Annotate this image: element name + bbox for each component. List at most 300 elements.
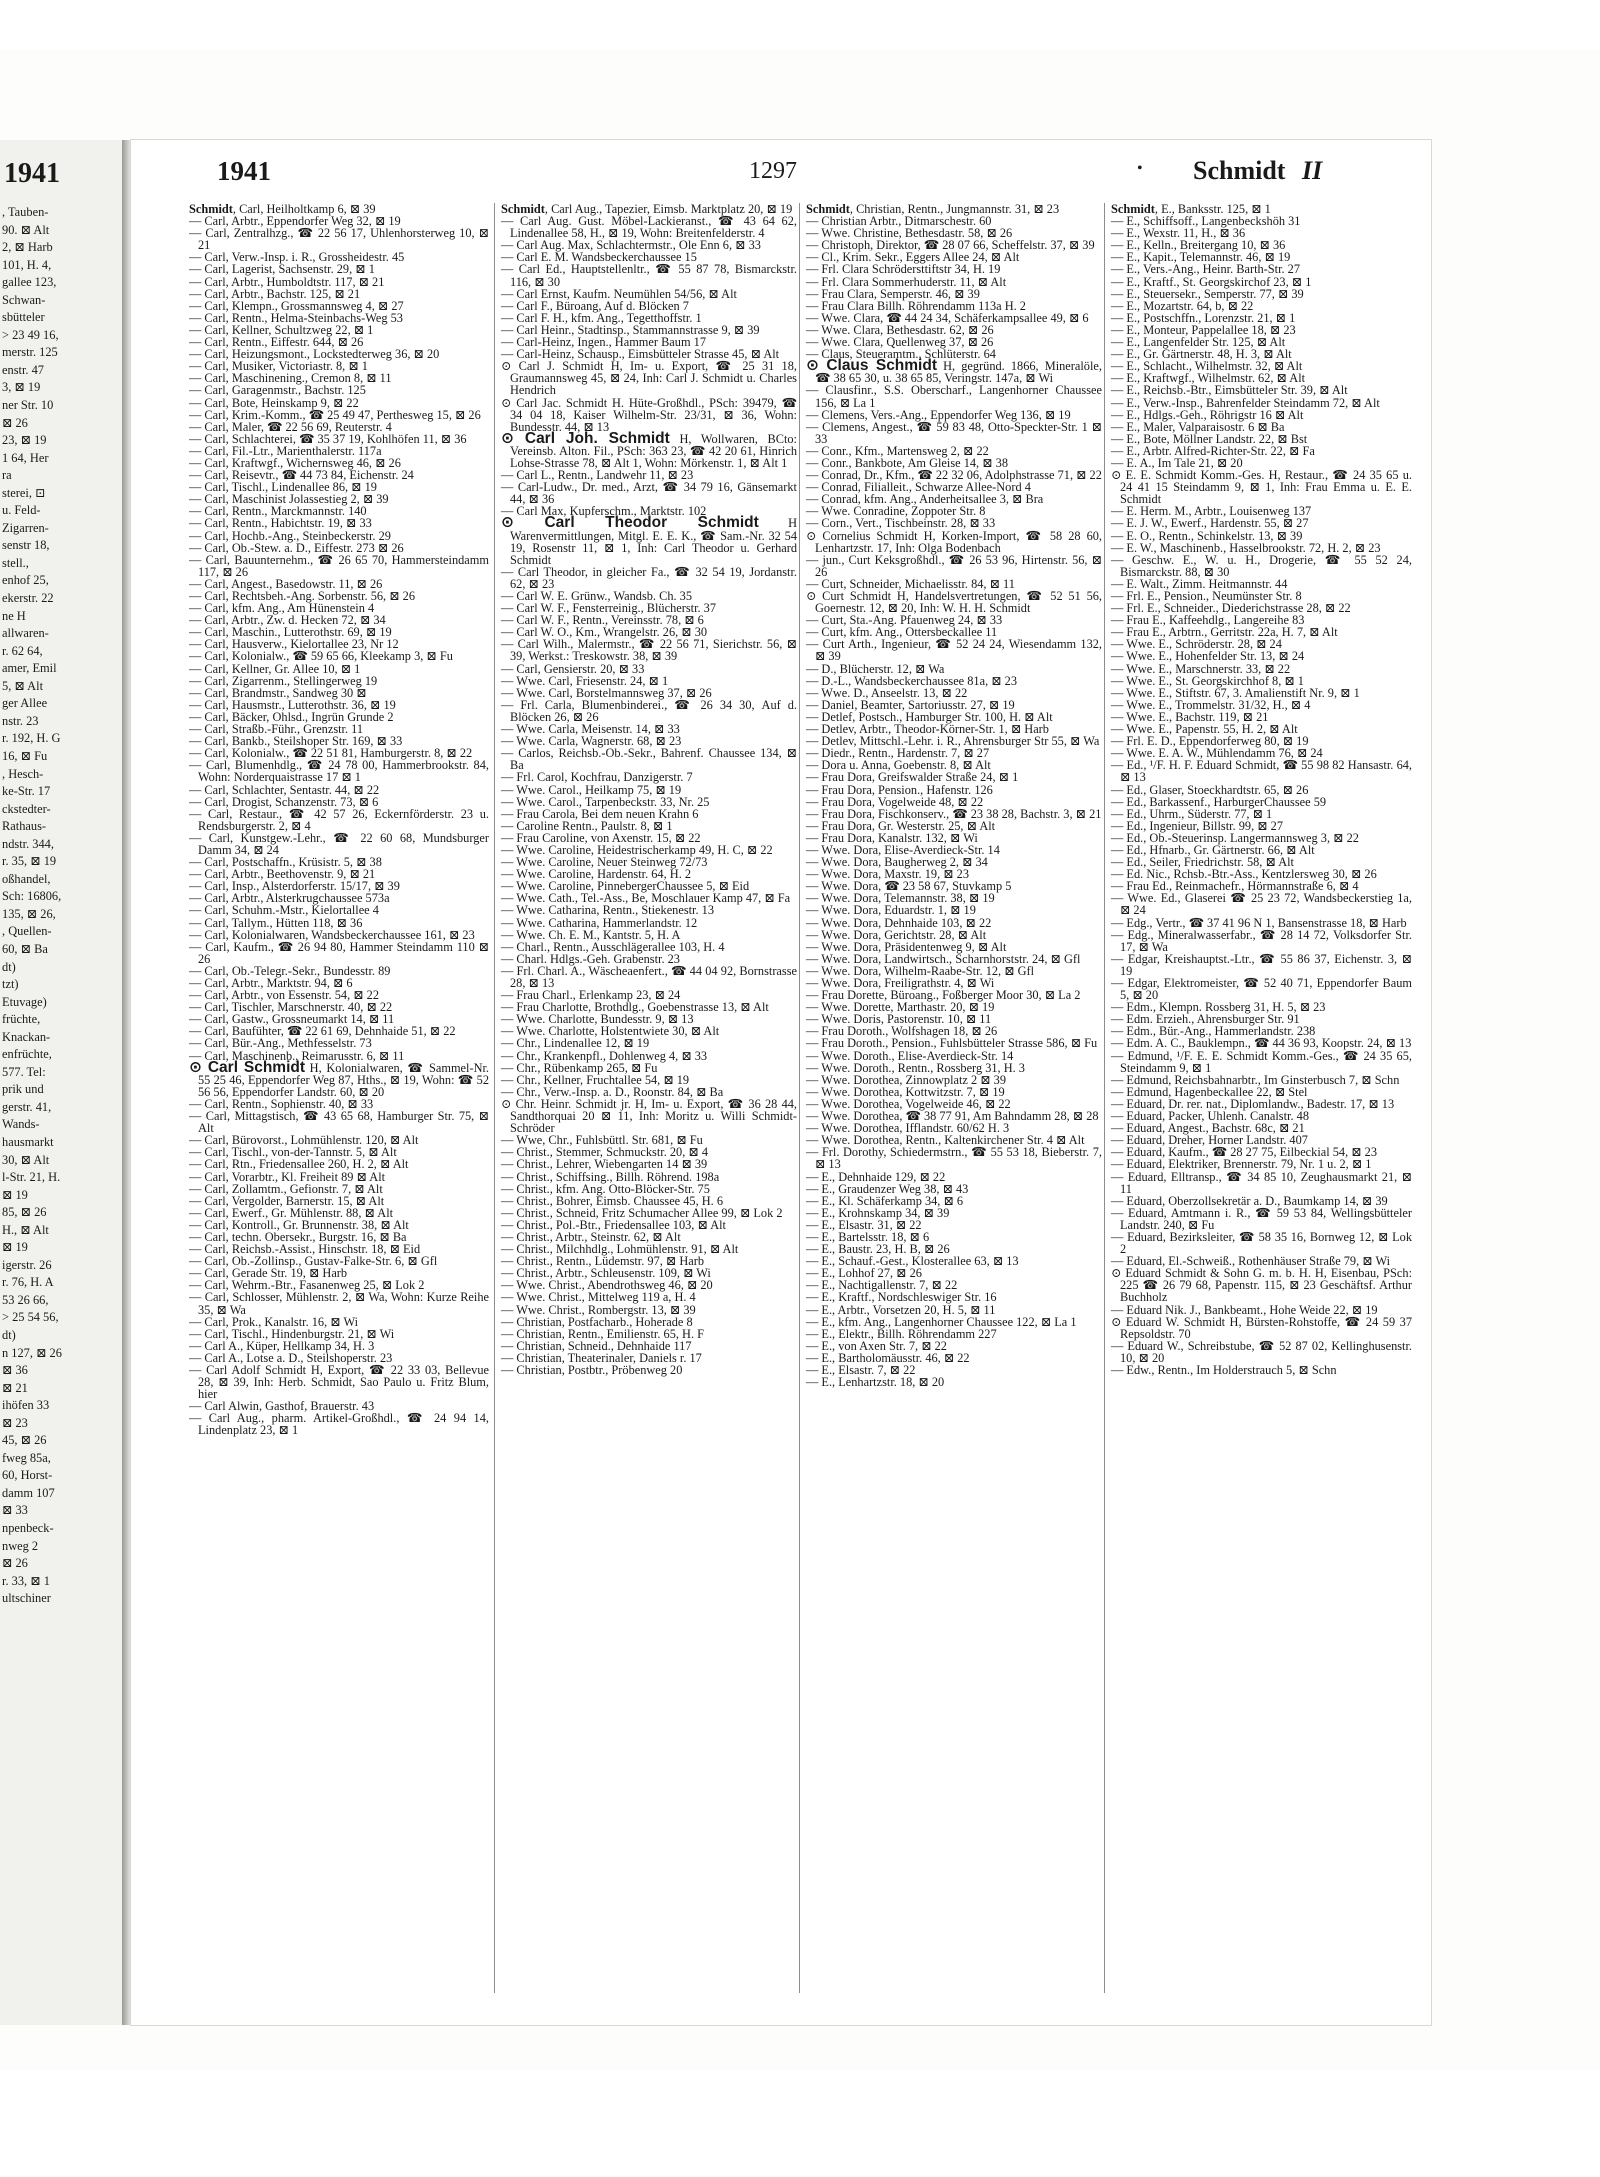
previous-page-line: dt): [2, 959, 16, 974]
directory-column-1: [189, 203, 489, 1993]
directory-entry: — E., Baustr. 23, H. B, ⊠ 26: [806, 1242, 950, 1257]
directory-entry: — Caroline Rentn., Paulstr. 8, ⊠ 1: [501, 818, 673, 833]
directory-entry: — E., Monteur, Pappelallee 18, ⊠ 23: [1111, 322, 1296, 337]
directory-entry: — Frl. E. D., Eppendorferweg 80, ⊠ 19: [1111, 734, 1309, 749]
directory-entry: — E. J. W., Ewerf., Hardenstr. 55, ⊠ 27: [1111, 516, 1309, 531]
directory-entry: — E., Hdlgs.-Geh., Röhrigstr 16 ⊠ Alt: [1111, 407, 1304, 422]
previous-page-line: hausmarkt: [2, 1134, 54, 1149]
directory-entry: — Christ., Schneid, Fritz Schumacher Allee 99, ⊠ Lok 2: [501, 1205, 783, 1220]
previous-page-line: npenbeck-: [2, 1521, 54, 1536]
previous-page-line: allwaren-: [2, 626, 49, 641]
directory-entry: — Christ., Stemmer, Schmuckstr. 20, ⊠ 4: [501, 1145, 708, 1160]
previous-page-line: > 25 54 56,: [2, 1310, 59, 1325]
directory-entry: — Carl, Garagenmstr., Bachstr. 125: [189, 383, 366, 398]
directory-entry: — Carl, Rtn., Friedensallee 260, H. 2, ⊠ Alt: [189, 1157, 409, 1172]
directory-entry: — Eduard W., Schreibstube, ☎ 52 87 02, Kellinghusenstr. 10, ⊠ 20: [1111, 1338, 1412, 1365]
directory-entry: — Christian Arbtr., Ditmarschestr. 60: [806, 214, 992, 229]
directory-entry: — Carl, Arbtr., Marktstr. 94, ⊠ 6: [189, 976, 353, 990]
directory-entry: — Carl, Verw.-Insp. i. R., Grossheidestr. 45: [189, 250, 405, 265]
directory-entry: — Carl, Arbtr., Beethovenstr. 9, ⊠ 21: [189, 867, 376, 882]
directory-entry: — Diedr., Rentn., Hardenstr. 7, ⊠ 27: [806, 746, 990, 761]
directory-entry: — Christ., Arbtr., Schleusenstr. 109, ⊠ Wi: [501, 1266, 711, 1281]
directory-entry: — Wwe. Dora, Präsidentenweg 9, ⊠ Alt: [806, 939, 1007, 954]
directory-entry: — Wwe. Christ., Rombergstr. 13, ⊠ 39: [501, 1302, 696, 1317]
directory-entry: — Edgar, Kreishauptst.-Ltr., ☎ 55 86 37, Eichenstr. 3, ⊠ 19: [1111, 951, 1412, 978]
previous-page-line: Zigarren-: [2, 520, 49, 535]
directory-entry: — Carl, Musiker, Victoriastr. 8, ⊠ 1: [189, 359, 368, 374]
directory-entry: — Clausfinr., S.S. Oberscharf., Langenhorner Chaussee 156, ⊠ La 1: [806, 383, 1102, 410]
directory-entry: — Carl, Rentn., Habichtstr. 19, ⊠ 33: [189, 516, 372, 531]
previous-page-year: 1941: [4, 158, 60, 189]
previous-page-line: ihöfen 33: [2, 1398, 50, 1413]
previous-page-line: Schwan-: [2, 292, 46, 307]
directory-entry: — Ed., Seiler, Friedrichstr. 58, ⊠ Alt: [1111, 855, 1294, 870]
previous-page-line: > 23 49 16,: [2, 327, 59, 342]
directory-entry: — Wwe. Catharina, Hammerlandstr. 12: [501, 915, 698, 930]
directory-entry: — Wwe. Clara, Bethesdastr. 62, ⊠ 26: [806, 322, 994, 337]
directory-entry: — Conrad, kfm. Ang., Anderheitsallee 3, ⊠ Bra: [806, 492, 1044, 507]
directory-entry: — E., Schiffsoff., Langenbeckshöh 31: [1111, 214, 1301, 229]
directory-entry: — jun., Curt Keksgroßhdl., ☎ 26 53 96, Hirtenstr. 56, ⊠ 26: [806, 552, 1102, 579]
previous-page-line: 45, ⊠ 26: [2, 1433, 47, 1448]
directory-entry: — Carl, Tischl., Lindenallee 86, ⊠ 19: [189, 480, 377, 495]
directory-entry: — Carl, Kaufm., ☎ 26 94 80, Hammer Steindamm 110 ⊠ 26: [189, 939, 489, 966]
directory-entry: — Chr., Lindenallee 12, ⊠ 19: [501, 1036, 650, 1051]
directory-entry: — E., Lohhof 27, ⊠ 26: [806, 1266, 922, 1281]
directory-entry: — Carl, Rentn., Marckmannstr. 140: [189, 504, 367, 519]
directory-entry: — E., Postschffn., Lorenzstr. 21, ⊠ 1: [1111, 310, 1296, 325]
previous-page-line: H., ⊠ Alt: [2, 1222, 49, 1237]
directory-entry: — E., Kraftf., St. Georgskirchof 23, ⊠ 1: [1111, 274, 1312, 289]
directory-entry: — E., Kl. Schäferkamp 34, ⊠ 6: [806, 1193, 964, 1208]
directory-entry: Schmidt, Carl Aug., Tapezier, Eimsb. Marktplatz 20, ⊠ 19: [501, 203, 793, 216]
directory-entry: ⊙ Claus Schmidt H, gegründ. 1866, Mineralöle, ☎ 38 65 30, u. 38 65 85, Veringstr. 147a, ⊠ Wi: [806, 357, 1102, 386]
previous-page-line: r. 35, ⊠ 19: [2, 854, 57, 869]
directory-entry: — Carl, Kraftwgf., Wichernsweg 46, ⊠ 26: [189, 455, 401, 470]
directory-entry: — Carl, Kolonialwaren, Wandsbeckerchaussee 161, ⊠ 23: [189, 927, 475, 942]
surname-lead: Schmidt: [1111, 203, 1155, 216]
directory-entry: — Carl Ernst, Kaufm. Neumühlen 54/56, ⊠ Alt: [501, 286, 737, 301]
directory-entry: — Frau Clara, Semperstr. 46, ⊠ 39: [806, 286, 980, 301]
directory-entry: — E., Lenhartzstr. 18, ⊠ 20: [806, 1375, 945, 1390]
previous-page-line: enhof 25,: [2, 573, 49, 588]
directory-entry: — Eduard, Angest., Bachstr. 68c, ⊠ 21: [1111, 1121, 1305, 1136]
directory-entry: — Carl W. F., Fensterreinig., Blücherstr. 37: [501, 601, 717, 616]
directory-entry: — Carl, Insp., Alsterdorferstr. 15/17, ⊠ 39: [189, 879, 400, 894]
previous-page-line: enstr. 47: [2, 362, 44, 377]
directory-entry: — Dora u. Anna, Goebenstr. 8, ⊠ Alt: [806, 758, 991, 773]
directory-entry: — Frl. Clara Schrödersttiftstr 34, H. 19: [806, 262, 1001, 277]
directory-entry: — Ed., Uhrm., Süderstr. 77, ⊠ 1: [1111, 806, 1273, 821]
directory-entry: — Wwe. Caroline, Hardenstr. 64, H. 2: [501, 867, 692, 882]
directory-entry: — Carl, Schuhm.-Mstr., Kielortallee 4: [189, 903, 379, 918]
directory-entry: — Daniel, Beamter, Sartoriusstr. 27, ⊠ 19: [806, 697, 1015, 712]
previous-page-line: 60, Horst-: [2, 1468, 53, 1483]
directory-entry: — Carl, Arbtr., Humboldtstr. 117, ⊠ 21: [189, 274, 385, 289]
directory-entry: — Eduard, Dr. rer. nat., Diplomlandw., Badestr. 17, ⊠ 13: [1111, 1096, 1395, 1111]
directory-entry: — Carlos, Reichsb.-Ob.-Sekr., Bahrenf. Chaussee 134, ⊠ Ba: [501, 746, 797, 773]
directory-entry: — Wwe. Doroth., Elise-Averdieck-Str. 14: [806, 1048, 1014, 1063]
directory-entry: — Carl, Arbtr., Bachstr. 125, ⊠ 21: [189, 286, 361, 301]
directory-entry: — Carl, Bäcker, Ohlsd., Ingrün Grunde 2: [189, 709, 394, 724]
directory-entry: — Wwe. Carol., Tarpenbeckstr. 33, Nr. 25: [501, 794, 710, 809]
directory-entry: — Eduard, Packer, Uhlenh. Canalstr. 48: [1111, 1109, 1309, 1124]
directory-entry: — Carl, Bauunternehm., ☎ 26 65 70, Hammersteindamm 117, ⊠ 26: [189, 552, 489, 579]
directory-entry: — Frl. Carol, Kochfrau, Danzigerstr. 7: [501, 770, 693, 785]
previous-page-line: dt): [2, 1328, 16, 1342]
firm-name: ⊙ Carl Theodor Schmidt: [501, 514, 759, 532]
directory-entry: — Carl, Wehrm.-Btr., Fasanenweg 25, ⊠ Lok 2: [189, 1278, 425, 1293]
directory-entry: — Edgar, Elektromeister, ☎ 52 40 71, Eppendorfer Baum 5, ⊠ 20: [1111, 976, 1412, 1003]
previous-page-line: , Tauben-: [2, 205, 49, 219]
directory-entry: — Wwe. Dorothea, ☎ 38 77 91, Am Bahndamm 28, ⊠ 28: [806, 1109, 1099, 1124]
directory-entry: — Wwe. Carol., Heilkamp 75, ⊠ 19: [501, 782, 682, 797]
directory-entry: — Chr., Verw.-Insp. a. D., Roonstr. 84, ⊠ Ba: [501, 1084, 724, 1099]
directory-entry: — Detlev, Mittschl.-Lehr. i. R., Ahrensburger Str 55, ⊠ Wa: [806, 734, 1100, 749]
directory-entry: — Frau Dora, Fischkonserv., ☎ 23 38 28, Bachstr. 3, ⊠ 21: [806, 806, 1102, 821]
previous-page-line: stell.,: [2, 555, 29, 570]
directory-entry: — Frau E., Arbtrn., Gerritstr. 22a, H. 7, ⊠ Alt: [1111, 625, 1338, 640]
directory-entry: — Carl, Ob.-Zollinsp., Gustav-Falke-Str. 6, ⊠ Gfl: [189, 1254, 438, 1269]
directory-entry: — Ed., ¹/F. H. F. Eduard Schmidt, ☎ 55 98 82 Hansastr. 64, ⊠ 13: [1111, 758, 1412, 785]
directory-entry: — Carl-Heinz, Schausp., Eimsbütteler Strasse 45, ⊠ Alt: [501, 347, 780, 362]
directory-entry: — Carl, Drogist, Schanzenstr. 73, ⊠ 6: [189, 794, 379, 809]
surname-lead: Schmidt: [189, 203, 233, 216]
directory-entry: — Curt Arth., Ingenieur, ☎ 52 24 24, Wiesendamm 132, ⊠ 39: [806, 637, 1102, 664]
previous-page-line: ekerstr. 22: [2, 591, 54, 606]
directory-entry: — Chr., Rübenkamp 265, ⊠ Fu: [501, 1060, 658, 1075]
previous-page-line: damm 107: [2, 1485, 55, 1500]
book-gutter: [122, 140, 131, 2025]
directory-entry: — Wwe. Catharina, Rentn., Stiekenestr. 13: [501, 903, 715, 918]
directory-entry: — E., Kelln., Breitergang 10, ⊠ 36: [1111, 238, 1286, 253]
directory-entry: — Wwe. Dora, Telemannstr. 38, ⊠ 19: [806, 891, 995, 906]
previous-page-line: r. 62 64,: [2, 643, 43, 658]
directory-entry: — Claus, Steueramtm., Schlüterstr. 64: [806, 347, 996, 362]
previous-page-line: l-Str. 21, H.: [2, 1170, 61, 1185]
previous-page-line: ⊠ 19: [2, 1187, 28, 1202]
directory-entry: — Edm. A. C., Bauklempn., ☎ 44 36 93, Koopstr. 24, ⊠ 13: [1111, 1036, 1412, 1051]
directory-entry: — E., Arbtr. Alfred-Richter-Str. 22, ⊠ Fa: [1111, 443, 1315, 458]
directory-entry: — Carl F., Büroang, Auf d. Blöcken 7: [501, 298, 689, 313]
directory-entry: — Carl, Zentralhzg., ☎ 22 56 17, Uhlenhorsterweg 10, ⊠ 21: [189, 226, 489, 253]
previous-page-line: oßhandel,: [2, 871, 51, 886]
directory-entry: — Curt, kfm. Ang., Ottersbeckallee 11: [806, 625, 998, 640]
directory-entry: — Wwe. Ed., Glaserei ☎ 25 23 72, Wandsbeckerstieg 1a, ⊠ 24: [1111, 891, 1412, 918]
directory-entry: — E. Walt., Zimm. Heitmannstr. 44: [1111, 576, 1288, 591]
directory-entry: — Carl, Straßb.-Führ., Grenzstr. 11: [189, 722, 364, 737]
directory-entry: — Wwe. Conradine, Zoppoter Str. 8: [806, 504, 986, 519]
directory-entry: — Carl, Postschaffn., Krüsistr. 5, ⊠ 38: [189, 855, 382, 870]
directory-entry: — Carl, Hausverw., Kielortallee 23, Nr 12: [189, 637, 399, 652]
previous-page-line: ⊠ 23: [2, 1415, 28, 1430]
directory-entry: — Carl, Bür.-Ang., Methfesselstr. 73: [189, 1036, 372, 1051]
directory-entry: — Carl, Gastw., Grossneumarkt 14, ⊠ 11: [189, 1012, 395, 1027]
directory-entry: — Wwe. Carla, Wagnerstr. 68, ⊠ 23: [501, 734, 682, 749]
directory-entry: — Carl, Kolonialw., ☎ 59 65 66, Kleekamp 3, ⊠ Fu: [189, 649, 453, 664]
directory-entry: — Wwe. E., St. Georgskirchhof 8, ⊠ 1: [1111, 673, 1304, 688]
directory-entry: ⊙ Chr. Heinr. Schmidt jr. H, Im- u. Export, ☎ 36 28 44, Sandthorquai 20 ⊠ 11, Inh: Moritz u. Willi Schmidt-Schröder: [501, 1096, 797, 1136]
directory-entry: — E., Wexstr. 11, H., ⊠ 36: [1111, 226, 1246, 241]
directory-entry: — Carl, kfm. Ang., Am Hünenstein 4: [189, 601, 375, 616]
directory-entry: — Wwe, Chr., Fuhlsbüttl. Str. 681, ⊠ Fu: [501, 1133, 703, 1148]
directory-entry: — Christian, Schneid., Dehnhaide 117: [501, 1338, 692, 1353]
directory-entry: — E., Gr. Gärtnerstr. 48, H. 3, ⊠ Alt: [1111, 347, 1292, 362]
directory-entry: — Carl, Angest., Basedowstr. 11, ⊠ 26: [189, 576, 383, 591]
directory-entry: — Carl Adolf Schmidt H, Export, ☎ 22 33 03, Bellevue 28, ⊠ 39, Inh: Herb. Schmidt, Sao Paulo u. Fritz Blum, hier: [189, 1363, 489, 1402]
directory-entry: — Frl. E., Pension., Neumünster Str. 8: [1111, 589, 1302, 603]
directory-entry: — E. Herm. M., Arbtr., Louisenweg 137: [1111, 504, 1312, 519]
header-year: 1941: [217, 156, 271, 186]
directory-entry: — Carl, Heizungsmont., Lockstedterweg 36, ⊠ 20: [189, 347, 440, 362]
previous-page-line: tzt): [2, 977, 19, 992]
directory-entry: — Wwe. Christ., Abendrothsweg 46, ⊠ 20: [501, 1278, 713, 1293]
directory-entry: — Wwe. Christine, Bethesdastr. 58, ⊠ 26: [806, 226, 1013, 241]
directory-entry: — Carl, Arbtr., von Essenstr. 54, ⊠ 22: [189, 988, 380, 1003]
previous-page-line: , Hesch-: [2, 766, 44, 781]
previous-page-line: n 127, ⊠ 26: [2, 1345, 62, 1360]
directory-entry: — Christian, Theaterinaler, Daniels r. 17: [501, 1350, 702, 1365]
directory-entry: — Carl, Brandmstr., Sandweg 30 ⊠: [189, 685, 367, 700]
directory-entry: — E., Kapit., Telemannstr. 46, ⊠ 19: [1111, 250, 1291, 265]
directory-entry: — Ed. Nic., Rchsb.-Btr.-Ass., Kentzlersweg 30, ⊠ 26: [1111, 867, 1377, 882]
directory-entry: — E. A., Im Tale 21, ⊠ 20: [1111, 455, 1243, 470]
previous-page-line: r. 76, H. A: [2, 1275, 54, 1290]
directory-entry: — Carl F. H., kfm. Ang., Tegetthoffstr. 1: [501, 310, 702, 325]
directory-entry: — E., Mozartstr. 64, b, ⊠ 22: [1111, 298, 1254, 313]
directory-entry: — Christ., kfm. Ang. Otto-Blöcker-Str. 75: [501, 1181, 710, 1196]
directory-entry: — Frau Dora, Vogelweide 48, ⊠ 22: [806, 794, 984, 809]
directory-entry: — Eduard, Bezirksleiter, ☎ 58 35 16, Bornweg 12, ⊠ Lok 2: [1111, 1229, 1412, 1257]
directory-entry: — Wwe. Dora, Wilhelm-Raabe-Str. 12, ⊠ Gfl: [806, 963, 1035, 978]
directory-entry: — Wwe. D., Anseelstr. 13, ⊠ 22: [806, 685, 968, 700]
directory-entry: — Christ., Lehrer, Wiebengarten 14 ⊠ 39: [501, 1157, 708, 1172]
previous-page-line: nweg 2: [2, 1538, 39, 1553]
directory-entry: — Charl., Rentn., Ausschlägerallee 103, H. 4: [501, 939, 725, 954]
directory-entry: — Frau Ed., Reinmachefr., Hörmannstraße 6, ⊠ 4: [1111, 879, 1359, 894]
directory-entry: — Carl, Tischl., Hindenburgstr. 21, ⊠ Wi: [189, 1326, 395, 1341]
directory-entry: — Edm., Bür.-Ang., Hammerlandstr. 238: [1111, 1024, 1316, 1039]
directory-entry: — E., Bote, Möllner Landstr. 22, ⊠ Bst: [1111, 431, 1308, 446]
directory-entry: — Carl, Maler, ☎ 22 56 69, Reuterstr. 4: [189, 419, 392, 434]
previous-page-line: ra: [2, 468, 12, 483]
previous-page-line: früchte,: [2, 1012, 41, 1027]
directory-entry: — E., kfm. Ang., Langenhorner Chaussee 122, ⊠ La 1: [806, 1314, 1077, 1329]
directory-entry: — Carl Ed., Hauptstellenltr., ☎ 55 87 78, Bismarckstr. 116, ⊠ 30: [501, 262, 797, 289]
directory-entry: — Carl, Kellner, Schultzweg 22, ⊠ 1: [189, 322, 374, 337]
directory-entry: ⊙ Eduard W. Schmidt H, Bürsten-Rohstoffe, ☎ 24 59 37 Repsoldstr. 70: [1111, 1314, 1412, 1341]
directory-entry: — Frau Charlotte, Brothdlg., Goebenstrasse 13, ⊠ Alt: [501, 1000, 769, 1015]
directory-entry: — E., Maler, Valparaisostr. 6 ⊠ Ba: [1111, 419, 1285, 434]
directory-entry: — Carl Max, Kupferschm., Marktstr. 102: [501, 504, 707, 519]
previous-page-line: ⊠ 19: [2, 1240, 28, 1255]
directory-entry: — Carl, Arbtr., Eppendorfer Weg 32, ⊠ 19: [189, 214, 401, 229]
directory-entry: — Wwe. Caroline, PinnebergerChaussee 5, ⊠ Eid: [501, 879, 750, 894]
directory-entry: — Detlev, Arbtr., Theodor-Körner-Str. 1, ⊠ Harb: [806, 722, 1049, 737]
previous-page-line: r. 192, H. G: [2, 731, 61, 746]
directory-entry: — Carl-Ludw., Dr. med., Arzt, ☎ 34 79 16, Gänsemarkt 44, ⊠ 36: [501, 480, 797, 507]
directory-entry: — Edm., Klempn. Rossberg 31, H. 5, ⊠ 23: [1111, 1000, 1326, 1015]
directory-entry: — Frl. Carla, Blumenbindereі., ☎ 26 34 30, Auf d. Blöcken 26, ⊠ 26: [501, 697, 797, 724]
surname-lead: Schmidt: [806, 203, 850, 216]
directory-entry: — Wwe. Dorothea, Ifflandstr. 60/62 H. 3: [806, 1121, 1010, 1136]
directory-entry: — Carl A., Küper, Hellkamp 34, H. 3: [189, 1338, 375, 1353]
directory-entry: — Wwe. Doris, Pastorenstr. 10, ⊠ 11: [806, 1012, 992, 1027]
directory-entry: — Edg., Vertr., ☎ 37 41 96 N 1, Bansenstrasse 18, ⊠ Harb: [1111, 915, 1407, 930]
directory-entry: — Carl E. M. Wandsbeckerchaussee 15: [501, 250, 697, 265]
directory-entry: — Geschw. E., W. u. H., Drogerie, ☎ 55 52 24, Bismarckstr. 88, ⊠ 30: [1111, 552, 1412, 579]
directory-entry: — Carl, Maschin., Lutterothstr. 69, ⊠ 19: [189, 625, 392, 640]
directory-entry: — Carl Theodor, in gleicher Fa., ☎ 32 54 19, Jordanstr. 62, ⊠ 23: [501, 564, 797, 591]
directory-entry: — E., Bartholomäusstr. 46, ⊠ 22: [806, 1350, 970, 1365]
directory-entry: ⊙ Carl Schmidt H, Kolonialwaren, ☎ Sammel-Nr. 55 25 46, Eppendorfer Weg 87, Hths., ⊠ 19, Wohn: ☎ 52 56 56, Eppendorfer Landstr. 60, ⊠ 20: [189, 1058, 489, 1099]
directory-entry: — Eduard, Dreher, Horner Landstr. 407: [1111, 1133, 1308, 1148]
directory-entry: — Carl, techn. Obersekr., Burgstr. 16, ⊠ Ba: [189, 1229, 407, 1244]
directory-entry: — Wwe. Charlotte, Bundesstr. 9, ⊠ 13: [501, 1012, 694, 1027]
previous-page-line: ⊠ 26: [2, 415, 28, 430]
directory-entry: — Ed., Glaser, Stoeckhardtstr. 65, ⊠ 26: [1111, 782, 1309, 797]
directory-entry: — Ed., Ingenieur, Billstr. 99, ⊠ 27: [1111, 818, 1284, 833]
previous-page-line: amer, Emil: [2, 661, 57, 676]
directory-entry: — Carl Heinr., Stadtinsp., Stammannstrasse 9, ⊠ 39: [501, 322, 760, 337]
directory-entry: — Conrad, Dr., Kfm., ☎ 22 32 06, Adolphstrasse 71, ⊠ 22: [806, 468, 1102, 483]
previous-page-line: 53 26 66,: [2, 1292, 49, 1307]
directory-entry: — Wwe. Cath., Tel.-Ass., Be, Moschlauer Kamp 47, ⊠ Fa: [501, 891, 791, 906]
directory-entry: — Carl, Tischler, Marschnerstr. 40, ⊠ 22: [189, 1000, 393, 1015]
directory-entry: — Ed., Hfnarb., Gr. Gärtnerstr. 66, ⊠ Alt: [1111, 842, 1315, 857]
previous-page-line: senstr 18,: [2, 538, 50, 553]
directory-entry: — Carl L., Rentn., Landwehr 11, ⊠ 23: [501, 468, 694, 483]
directory-entry: — E., Elsastr. 31, ⊠ 22: [806, 1217, 922, 1232]
directory-entry: ⊙ Cornelius Schmidt H, Korken-Import, ☎ 58 28 60, Lenhartzstr. 17, Inh: Olga Bodenbach: [806, 528, 1102, 555]
directory-column-2: [494, 203, 797, 1993]
directory-entry: — E., von Axen Str. 7, ⊠ 22: [806, 1338, 947, 1353]
previous-page-line: 101, H. 4,: [2, 257, 52, 272]
directory-entry: — Carl, Zigarrenm., Stellingerweg 19: [189, 673, 378, 688]
directory-entry: — Chr., Krankenpfl., Dohlenweg 4, ⊠ 33: [501, 1048, 708, 1063]
directory-entry: — E. W., Maschinenb., Hasselbrookstr. 72, H. 2, ⊠ 23: [1111, 540, 1381, 555]
previous-page-line: prik und: [2, 1082, 44, 1097]
previous-page-line: gerstr. 41,: [2, 1099, 52, 1114]
directory-entry: — Conr., Bankbote, Am Gleise 14, ⊠ 38: [806, 455, 1009, 470]
directory-entry: — Wwe. Dora, Freiligrathstr. 4, ⊠ Wi: [806, 976, 995, 990]
previous-page-line: ckstedter-: [2, 801, 51, 816]
directory-entry: — Edm. Erzieh., Ahrensburger Str. 91: [1111, 1012, 1300, 1027]
page-header: [131, 156, 1431, 194]
previous-page-line: 60, ⊠ Ba: [2, 941, 48, 956]
directory-entry: — Carl, Blumenhdlg., ☎ 24 78 00, Hammerbrookstr. 84, Wohn: Norderquaistrasse 17 ⊠ 1: [189, 758, 489, 785]
directory-entry: — Wwe. Dora, Elise-Averdieck-Str. 14: [806, 842, 1000, 857]
directory-entry: — Frau E., Kaffeehdlg., Langereihe 83: [1111, 613, 1305, 628]
directory-entry: — Christian, Rentn., Emilienstr. 65, H. F: [501, 1326, 704, 1341]
directory-entry: — Wwe. Christ., Mittelweg 119 a, H. 4: [501, 1290, 696, 1305]
directory-entry: — Wwe. Dora, Maxstr. 19, ⊠ 23: [806, 867, 970, 882]
previous-page-line: 135, ⊠ 26,: [2, 906, 56, 921]
directory-entry: — Carl W. O., Km., Wrangelstr. 26, ⊠ 30: [501, 625, 708, 640]
running-head-letter: II: [1302, 156, 1323, 185]
directory-entry: — E., Kraftf., Nordschleswiger Str. 16: [806, 1290, 997, 1305]
directory-entry: — Frau Charl., Erlenkamp 23, ⊠ 24: [501, 988, 681, 1003]
directory-entry: — Frl. Charl. A., Wäscheaenfert., ☎ 44 04 92, Bornstrasse 28, ⊠ 13: [501, 963, 797, 990]
firm-name: ⊙ Carl Joh. Schmidt: [501, 429, 670, 447]
directory-entry: — Chr., Kellner, Fruchtallee 54, ⊠ 19: [501, 1072, 690, 1087]
directory-entry: — D.-L., Wandsbeckerchaussee 81a, ⊠ 23: [806, 673, 1018, 688]
directory-entry: — Wwe. E., Schröderstr. 28, ⊠ 24: [1111, 637, 1282, 652]
directory-entry: — Christ., Arbtr., Steinstr. 62, ⊠ Alt: [501, 1229, 681, 1244]
directory-entry: — Carl, Maschinening., Cremon 8, ⊠ 11: [189, 371, 392, 386]
directory-entry: — Carl W. F., Rentn., Vereinsstr. 78, ⊠ 6: [501, 613, 704, 628]
previous-page-line: Rathaus-: [2, 819, 47, 834]
directory-entry: Schmidt, Christian, Rentn., Jungmannstr. 31, ⊠ 23: [806, 203, 1060, 216]
directory-entry: — Frau Carola, Bei dem neuen Krahn 6: [501, 806, 699, 821]
directory-entry: — Carl, Lagerist, Sachsenstr. 29, ⊠ 1: [189, 262, 375, 277]
directory-entry: — Wwe. Dorothea, Kottwitzstr. 7, ⊠ 19: [806, 1084, 1005, 1099]
directory-entry: — Carl, Krim.-Komm., ☎ 25 49 47, Perthesweg 15, ⊠ 26: [189, 407, 481, 422]
directory-entry: — Carl, Vergolder, Barnerstr. 15, ⊠ Alt: [189, 1193, 385, 1208]
directory-entry: — Curt, Sta.-Ang. Pfauenweg 24, ⊠ 33: [806, 613, 1003, 628]
directory-entry: — Frau Doroth., Wolfshagen 18, ⊠ 26: [806, 1024, 998, 1039]
directory-entry: — Christ., Rentn., Lüdemstr. 97, ⊠ Harb: [501, 1254, 705, 1269]
directory-entry: — Carl, Maschinenb., Reimarusstr. 6, ⊠ 11: [189, 1048, 405, 1063]
directory-entry: ⊙ Eduard Schmidt & Sohn G. m. b. H. H, Eisenbau, PSch: 225 ☎ 26 79 68, Papenstr. 115, ⊠ 23 Geschäftsf. Arthur Buchholz: [1111, 1266, 1412, 1305]
previous-page-line: ndstr. 344,: [2, 836, 54, 851]
directory-entry: — Eduard, Amtmann i. R., ☎ 59 53 84, Wellingsbütteler Landstr. 240, ⊠ Fu: [1111, 1205, 1412, 1232]
directory-entry: — Carl, Kontroll., Gr. Brunnenstr. 38, ⊠ Alt: [189, 1217, 409, 1232]
previous-page-line: 2, ⊠ Harb: [2, 240, 53, 255]
previous-page-line: ⊠ 21: [2, 1380, 28, 1395]
previous-page-line: ke-Str. 17: [2, 784, 51, 799]
directory-entry: — Wwe. Carl, Friesenstr. 24, ⊠ 1: [501, 673, 669, 688]
directory-entry: ⊙ Carl Theodor Schmidt H Warenvermittlungen, Mitgl. E. E. K., ☎ Sam.-Nr. 32 54 19, Rosenstr 11, ⊠ 1, Inh: Carl Theodor u. Gerhard Schmidt: [501, 514, 797, 567]
directory-entry: — Carl, Bote, Heinskamp 9, ⊠ 22: [189, 395, 359, 410]
page-number: 1297: [749, 158, 797, 184]
directory-entry: — Carl, Kellner, Gr. Allee 10, ⊠ 1: [189, 661, 361, 676]
directory-entry: — Carl-Heinz, Ingen., Hammer Baum 17: [501, 335, 706, 350]
previous-page-line: Wands-: [2, 1117, 40, 1132]
previous-page-line: ⊠ 26: [2, 1556, 28, 1571]
directory-entry: — Ed., Barkassenf., HarburgerChaussee 59: [1111, 794, 1327, 809]
directory-entry: — Carl, Ob.-Telegr.-Sekr., Bundesstr. 89: [189, 963, 391, 978]
previous-page-line: ultschiner: [2, 1591, 51, 1606]
previous-page-line: ne H: [2, 608, 26, 623]
directory-entry: — Eduard, Elektriker, Brennerstr. 79, Nr. 1 u. 2, ⊠ 1: [1111, 1157, 1372, 1172]
directory-entry: — Carl, Rentn., Eiffestr. 644, ⊠ 26: [189, 335, 364, 350]
directory-entry: — Carl, Tallym., Hütten 118, ⊠ 36: [189, 915, 363, 930]
directory-entry: — Charl. Hdlgs.-Geh. Grabenstr. 23: [501, 951, 680, 966]
directory-entry: — Eduard, Kaufm., ☎ 28 27 75, Eilbeckial 54, ⊠ 23: [1111, 1145, 1378, 1160]
previous-page-line: Knackan-: [2, 1029, 51, 1044]
directory-entry: — E., Kraftwgf., Wilhelmstr. 62, ⊠ Alt: [1111, 371, 1306, 386]
directory-entry: — Carl, Mittagstisch, ☎ 43 65 68, Hamburger Str. 75, ⊠ Alt: [189, 1109, 489, 1136]
directory-entry: — Clemens, Vers.-Ang., Eppendorfer Weg 136, ⊠ 19: [806, 407, 1071, 422]
previous-page-line: sbütteler: [2, 310, 45, 325]
directory-entry: — Frl. Clara Sommerhuderstr. 11, ⊠ Alt: [806, 274, 1007, 289]
directory-entry: — Wwe. Doroth., Rentn., Rossberg 31, H. 3: [806, 1060, 1025, 1075]
directory-entry: — Wwe. Clara, ☎ 44 24 34, Schäferkampsallee 49, ⊠ 6: [806, 310, 1089, 325]
directory-entry: — Carl, Baufühter, ☎ 22 61 69, Dehnhaide 51, ⊠ 22: [189, 1024, 456, 1039]
directory-entry: — E., Reichsb.-Btr., Eimsbütteler Str. 39, ⊠ Alt: [1111, 383, 1348, 398]
directory-entry: — Frau Dora, Greifswalder Straße 24, ⊠ 1: [806, 770, 1019, 785]
directory-entry: — Eduard Nik. J., Bankbeamt., Hohe Weide 22, ⊠ 19: [1111, 1302, 1378, 1317]
directory-entry: — Wwe. E., Papenstr. 55, H. 2, ⊠ Alt: [1111, 722, 1298, 737]
previous-page-line: 16, ⊠ Fu: [2, 748, 48, 763]
previous-page-line: merstr. 125: [2, 345, 58, 360]
directory-entry: — E., Steuersekr., Semperstr. 77, ⊠ 39: [1111, 286, 1304, 301]
previous-page-line: 85, ⊠ 26: [2, 1205, 47, 1220]
directory-entry: — Carl, Reisevtr., ☎ 44 73 84, Eichenstr. 24: [189, 468, 414, 483]
directory-entry: — Frau Caroline, von Axenstr. 15, ⊠ 22: [501, 830, 701, 845]
directory-entry: — D., Blücherstr. 12, ⊠ Wa: [806, 661, 945, 676]
